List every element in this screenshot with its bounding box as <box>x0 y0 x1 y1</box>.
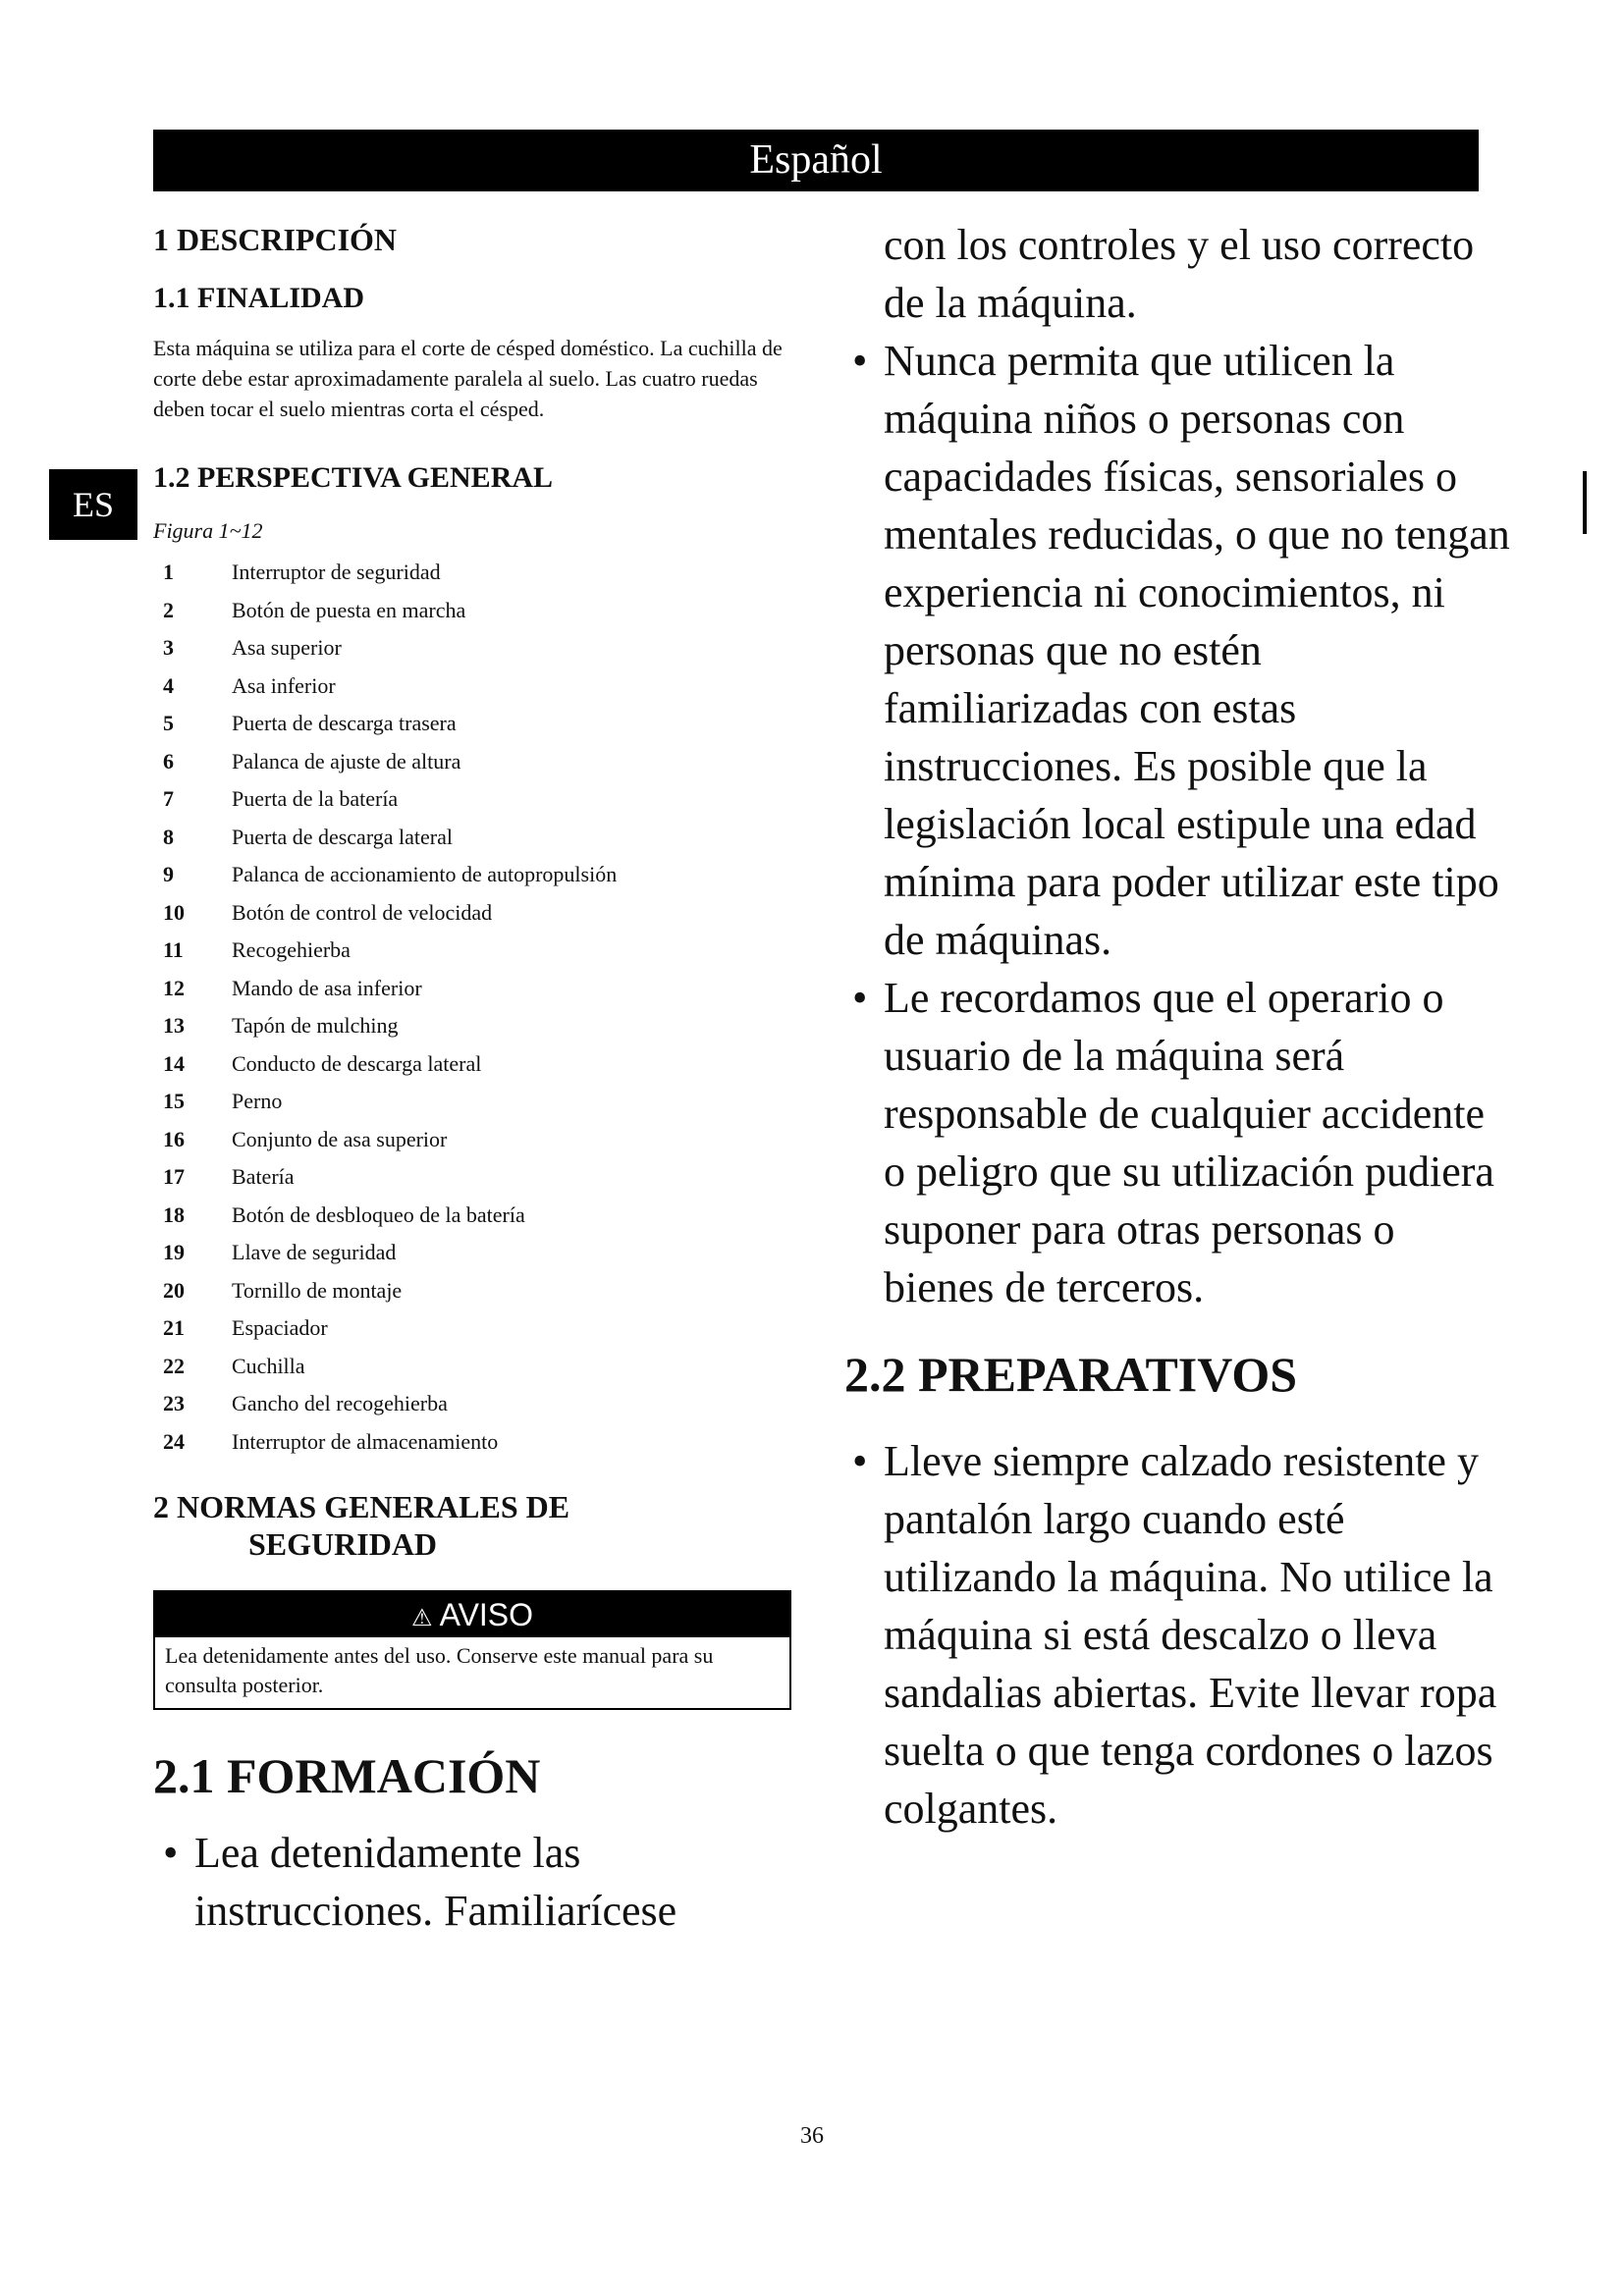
parts-list <box>153 554 791 1461</box>
part-item <box>153 554 791 592</box>
warning-header <box>155 1592 789 1637</box>
part-number: 22 <box>163 1353 185 1378</box>
heading-safety-line2: SEGURIDAD <box>248 1526 438 1562</box>
part-number: 12 <box>163 975 185 1000</box>
heading-description: 1 DESCRIPCIÓN <box>153 222 398 257</box>
part-label: Tapón de mulching <box>232 1013 399 1038</box>
part-label: Puerta de descarga lateral <box>232 824 453 849</box>
part-number: 13 <box>163 1013 185 1038</box>
part-item <box>153 932 791 970</box>
part-number: 2 <box>163 597 174 622</box>
training-bullets-continued <box>842 332 1510 1316</box>
part-number: 16 <box>163 1126 185 1151</box>
purpose-paragraph: Esta máquina se utiliza para el corte de césped doméstico. La cuchilla de corte debe estar aproximadamente paralela al suelo. Las cuatro ruedas deben tocar el suelo mientras corta el césped. <box>153 336 783 421</box>
part-label: Botón de control de velocidad <box>232 899 493 925</box>
part-item <box>153 1121 791 1159</box>
part-number: 14 <box>163 1050 185 1076</box>
part-item <box>153 1234 791 1272</box>
language-banner: Español <box>153 130 1479 191</box>
part-label: Llave de seguridad <box>232 1240 397 1264</box>
page-number: 36 <box>800 2123 824 2149</box>
part-label: Conjunto de asa superior <box>232 1126 448 1151</box>
part-label: Espaciador <box>232 1315 328 1340</box>
part-label: Batería <box>232 1164 295 1189</box>
heading-overview: 1.2 PERSPECTIVA GENERAL <box>153 461 554 494</box>
heading-safety-line1: 2 NORMAS GENERALES DE <box>153 1489 570 1524</box>
part-label: Interruptor de seguridad <box>232 560 441 584</box>
part-item <box>153 592 791 630</box>
training-bullet-responsibility: • Le recordamos que el operario o usuario de la máquina será responsable de cualquier accidente o peligro que su utilización pudiera suponer para otras personas o bienes de terceros. <box>842 969 1510 1316</box>
left-column <box>153 216 791 1940</box>
part-item <box>153 1197 791 1235</box>
part-number: 17 <box>163 1164 185 1189</box>
part-number: 6 <box>163 748 174 774</box>
part-label: Recogehierba <box>232 937 351 962</box>
part-item <box>153 743 791 781</box>
figure-reference: Figura 1~12 <box>153 518 263 543</box>
part-item <box>153 1083 791 1121</box>
part-label: Gancho del recogehierba <box>232 1391 448 1415</box>
part-item <box>153 1309 791 1348</box>
part-number: 21 <box>163 1315 185 1340</box>
part-item <box>153 1045 791 1084</box>
part-item <box>153 667 791 706</box>
language-side-tab: ES <box>49 469 137 540</box>
part-label: Asa superior <box>232 635 342 660</box>
part-number: 18 <box>163 1201 185 1227</box>
part-label: Botón de puesta en marcha <box>232 597 466 622</box>
heading-safety <box>153 1488 791 1563</box>
part-label: Puerta de descarga trasera <box>232 711 457 735</box>
part-item <box>153 1348 791 1386</box>
part-label: Tornillo de montaje <box>232 1277 403 1303</box>
warning-triangle-icon: ⚠ <box>410 1605 433 1631</box>
part-number: 7 <box>163 786 174 811</box>
training-bullets <box>153 1824 791 1940</box>
preparation-bullet-footwear: • Lleve siempre calzado resistente y pantalón largo cuando esté utilizando la máquina. No utilice la máquina si está descalzo o lleva sandalias abiertas. Evite llevar ropa suelta o que tenga cordones o lazos colgantes. <box>842 1432 1510 1838</box>
part-number: 23 <box>163 1391 185 1415</box>
part-number: 19 <box>163 1240 185 1264</box>
part-item <box>153 629 791 667</box>
part-item <box>153 1423 791 1462</box>
training-bullet-read-instructions: • Lea detenidamente las instrucciones. Familiarícese <box>153 1824 791 1940</box>
part-number: 9 <box>163 862 174 886</box>
continued-text: con los controles y el uso correcto de la máquina. <box>884 221 1475 327</box>
part-number: 8 <box>163 824 174 849</box>
part-label: Cuchilla <box>232 1353 305 1378</box>
part-item <box>153 970 791 1008</box>
part-label: Palanca de ajuste de altura <box>232 748 461 774</box>
part-number: 15 <box>163 1089 185 1113</box>
warning-box <box>153 1590 791 1710</box>
part-item <box>153 1385 791 1423</box>
part-item <box>153 894 791 933</box>
part-number: 11 <box>163 937 184 962</box>
part-label: Conducto de descarga lateral <box>232 1050 482 1076</box>
right-column <box>842 216 1510 1838</box>
part-number: 20 <box>163 1277 185 1303</box>
warning-title: AVISO <box>439 1597 534 1632</box>
heading-purpose: 1.1 FINALIDAD <box>153 282 365 314</box>
part-number: 3 <box>163 635 174 660</box>
heading-preparation: 2.2 PREPARATIVOS <box>844 1347 1298 1402</box>
margin-bar <box>1583 471 1587 534</box>
part-item <box>153 819 791 857</box>
part-label: Puerta de la batería <box>232 786 399 811</box>
part-item <box>153 1272 791 1310</box>
part-number: 10 <box>163 899 185 925</box>
part-label: Interruptor de almacenamiento <box>232 1428 499 1454</box>
part-label: Mando de asa inferior <box>232 975 422 1000</box>
part-label: Asa inferior <box>232 672 336 698</box>
part-number: 1 <box>163 560 174 584</box>
part-label: Palanca de accionamiento de autopropulsión <box>232 862 618 886</box>
part-item <box>153 705 791 743</box>
part-item <box>153 856 791 894</box>
part-label: Botón de desbloqueo de la batería <box>232 1201 525 1227</box>
part-number: 5 <box>163 711 174 735</box>
part-item <box>153 1158 791 1197</box>
heading-training: 2.1 FORMACIÓN <box>153 1748 541 1803</box>
part-label: Perno <box>232 1089 283 1113</box>
training-bullet-children: • Nunca permita que utilicen la máquina niños o personas con capacidades físicas, sensoriales o mentales reducidas, o que no tengan experiencia ni conocimientos, ni personas que no estén familiarizadas con estas instrucciones. Es posible que la legislación local estipule una edad mínima para poder utilizar este tipo de máquinas. <box>842 332 1510 969</box>
preparation-bullets <box>842 1432 1510 1838</box>
part-item <box>153 1007 791 1045</box>
part-number: 4 <box>163 672 174 698</box>
warning-text: Lea detenidamente antes del uso. Conserve este manual para su consulta posterior. <box>165 1643 714 1697</box>
part-number: 24 <box>163 1428 185 1454</box>
part-item <box>153 780 791 819</box>
